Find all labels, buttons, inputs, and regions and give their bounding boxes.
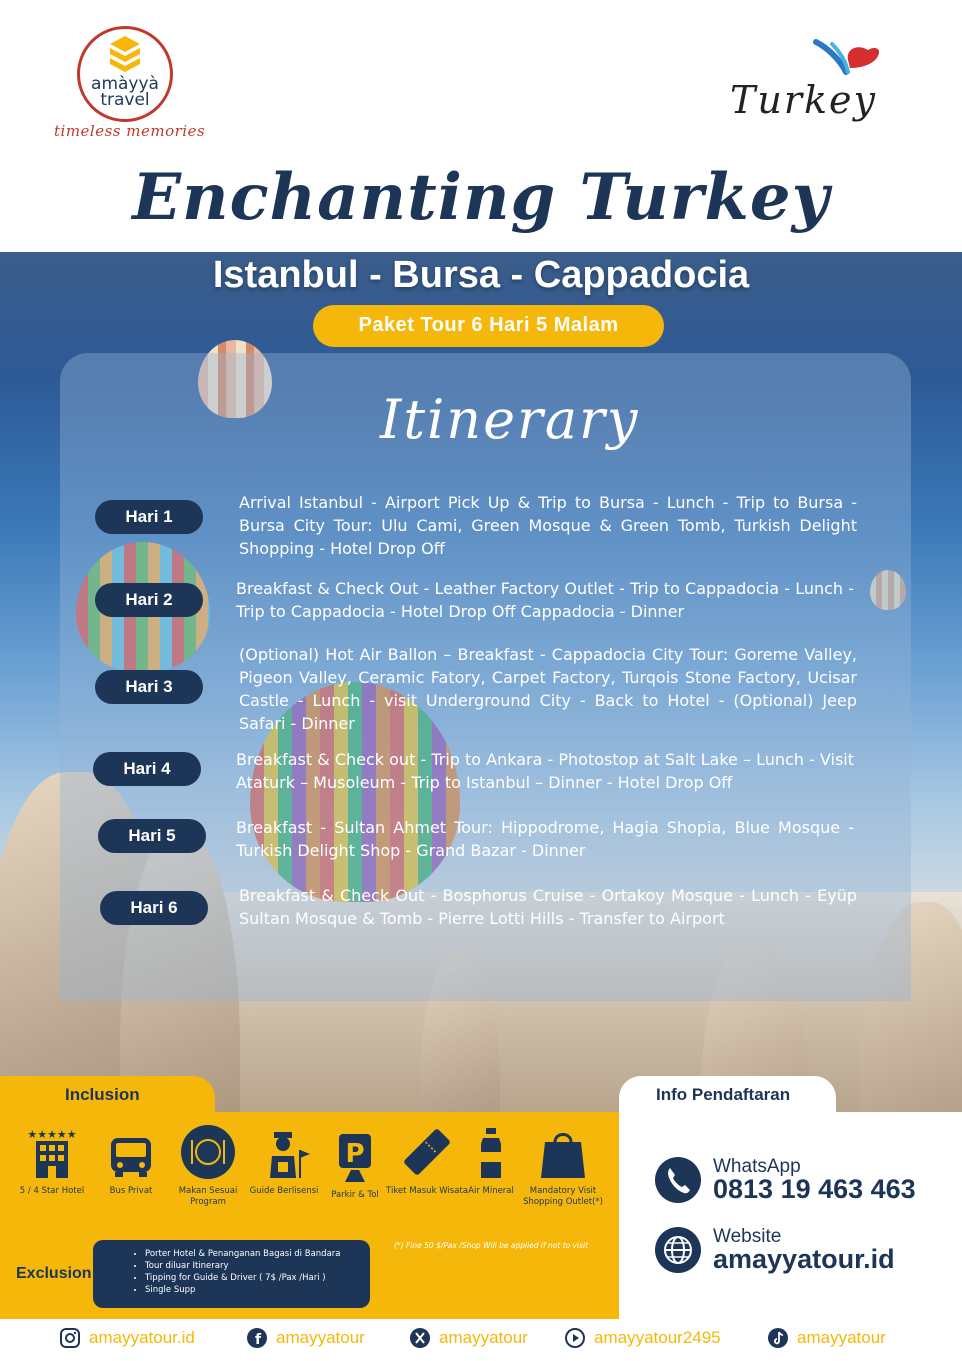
meal-icon bbox=[180, 1124, 236, 1180]
phone-icon bbox=[654, 1156, 702, 1204]
package-badge: Paket Tour 6 Hari 5 Malam bbox=[313, 305, 664, 347]
day-badge-5: Hari 5 bbox=[98, 819, 206, 853]
facebook-icon bbox=[246, 1327, 268, 1349]
day-description-6: Breakfast & Check Out - Bosphorus Cruise - Ortakoy Mosque - Lunch - Eyüp Sultan Mosque & Tomb - Pierre Lotti Hills - Transfer to Airport bbox=[239, 886, 857, 928]
water-bottle-icon bbox=[463, 1124, 519, 1180]
exclusion-item: • Tipping for Guide & Driver ( 7$ /Pax /Hari ) bbox=[145, 1272, 340, 1284]
info-box bbox=[619, 1112, 962, 1319]
amayya-logo-subname: travel bbox=[100, 90, 150, 110]
info-heading: Info Pendaftaran bbox=[656, 1085, 791, 1104]
instagram-icon bbox=[59, 1327, 81, 1349]
amayya-tagline: timeless memories bbox=[54, 122, 206, 140]
social-handle: amayyatour bbox=[797, 1328, 886, 1347]
inclusion-item-hotel bbox=[7, 1124, 97, 1197]
guide-icon bbox=[256, 1124, 312, 1180]
social-handle: amayyatour bbox=[439, 1328, 528, 1347]
exclusion-item: • Porter Hotel & Penanganan Bagasi di Bandara bbox=[145, 1248, 340, 1260]
day-badge-3: Hari 3 bbox=[95, 670, 203, 704]
amayya-logo-name: amàyyà bbox=[91, 74, 159, 94]
svg-text:P: P bbox=[345, 1139, 365, 1169]
youtube-icon bbox=[564, 1327, 586, 1349]
inclusion-label-parking: Parkir & Tol bbox=[331, 1190, 379, 1200]
social-instagram[interactable] bbox=[59, 1327, 195, 1351]
turkey-wordmark: Turkey bbox=[730, 78, 877, 122]
page-title: Enchanting Turkey bbox=[132, 160, 830, 235]
inclusion-label-shopping: Mandatory Visit Shopping Outlet(*) bbox=[523, 1186, 603, 1207]
whatsapp-number[interactable]: 0813 19 463 463 bbox=[713, 1174, 916, 1204]
social-handle: amayyatour2495 bbox=[594, 1328, 721, 1347]
tiktok-icon bbox=[767, 1327, 789, 1349]
x-icon bbox=[409, 1327, 431, 1349]
social-handle: amayyatour bbox=[276, 1328, 365, 1347]
globe-icon bbox=[654, 1226, 702, 1274]
social-handle: amayyatour.id bbox=[89, 1328, 195, 1347]
amayya-logo-icon bbox=[100, 34, 150, 74]
day-badge-6: Hari 6 bbox=[100, 891, 208, 925]
website-label: Website bbox=[713, 1226, 782, 1247]
inclusion-heading: Inclusion bbox=[65, 1085, 140, 1104]
day-description-1: Arrival Istanbul - Airport Pick Up & Trip to Bursa - Lunch - Trip to Bursa - Bursa City Tour: Ulu Cami, Green Mosque & Green Tomb, Turkish Delight Shopping - Hotel Drop Off bbox=[239, 493, 857, 558]
inclusion-footnote: (*) Fine 50 $/Pax /Shop Will be applied if not to visit bbox=[394, 1241, 589, 1250]
day-description-2: Breakfast & Check Out - Leather Factory Outlet - Trip to Cappadocia - Lunch - Trip to Cappadocia - Hotel Drop Off Cappadocia - Dinner bbox=[236, 579, 854, 621]
social-x[interactable] bbox=[409, 1327, 528, 1351]
whatsapp-label: WhatsApp bbox=[713, 1156, 801, 1177]
day-badge-2: Hari 2 bbox=[95, 583, 203, 617]
day-description-3: (Optional) Hot Air Ballon – Breakfast - Cappadocia City Tour: Goreme Valley, Pigeon Valley, Ceramic Fatory, Carpet Factory, Turqois Stone Factory, Ucisar Castle - Lunch - visit Underground City - Back to Hotel - (Optional) Jeep Safari - Dinner bbox=[239, 645, 857, 733]
inclusion-label-guide: Guide Berlisensi bbox=[249, 1186, 319, 1196]
inclusion-label-bus: Bus Privat bbox=[109, 1186, 153, 1196]
inclusion-label-meal: Makan Sesuai Program bbox=[178, 1186, 238, 1207]
shopping-bag-icon bbox=[535, 1124, 591, 1180]
exclusion-heading: Exclusion bbox=[16, 1265, 92, 1282]
svg-text:f: f bbox=[254, 1332, 262, 1348]
itinerary-heading: Itinerary bbox=[380, 388, 640, 451]
inclusion-label-ticket: Tiket Masuk Wisata bbox=[386, 1186, 468, 1196]
inclusion-item-shopping bbox=[518, 1124, 608, 1208]
website-url[interactable]: amayyatour.id bbox=[713, 1244, 895, 1274]
day-badge-4: Hari 4 bbox=[93, 752, 201, 786]
inclusion-label-water: Air Mineral bbox=[468, 1186, 514, 1196]
day-description-5: Breakfast - Sultan Ahmet Tour: Hippodrome, Hagia Shopia, Blue Mosque - Turkish Delight Shop - Grand Bazar - Dinner bbox=[236, 818, 854, 860]
exclusion-item: • Single Supp bbox=[145, 1284, 340, 1296]
social-facebook[interactable] bbox=[246, 1327, 365, 1351]
exclusion-list bbox=[131, 1248, 340, 1296]
bus-icon bbox=[103, 1124, 159, 1180]
svg-text:★★★★★: ★★★★★ bbox=[27, 1128, 77, 1141]
social-tiktok[interactable] bbox=[767, 1327, 886, 1351]
exclusion-item: • Tour diluar Itinerary bbox=[145, 1260, 340, 1272]
hotel-icon bbox=[24, 1124, 80, 1180]
social-youtube[interactable] bbox=[564, 1327, 721, 1351]
day-description-4: Breakfast & Check out - Trip to Ankara - Photostop at Salt Lake – Lunch - Visit Ataturk – Musoleum - Trip to Istanbul – Dinner - Hotel Drop Off bbox=[236, 750, 854, 792]
route-subtitle: Istanbul - Bursa - Cappadocia bbox=[212, 254, 750, 296]
parking-icon bbox=[327, 1128, 383, 1184]
day-badge-1: Hari 1 bbox=[95, 500, 203, 534]
inclusion-label-hotel: 5 / 4 Star Hotel bbox=[19, 1186, 85, 1196]
